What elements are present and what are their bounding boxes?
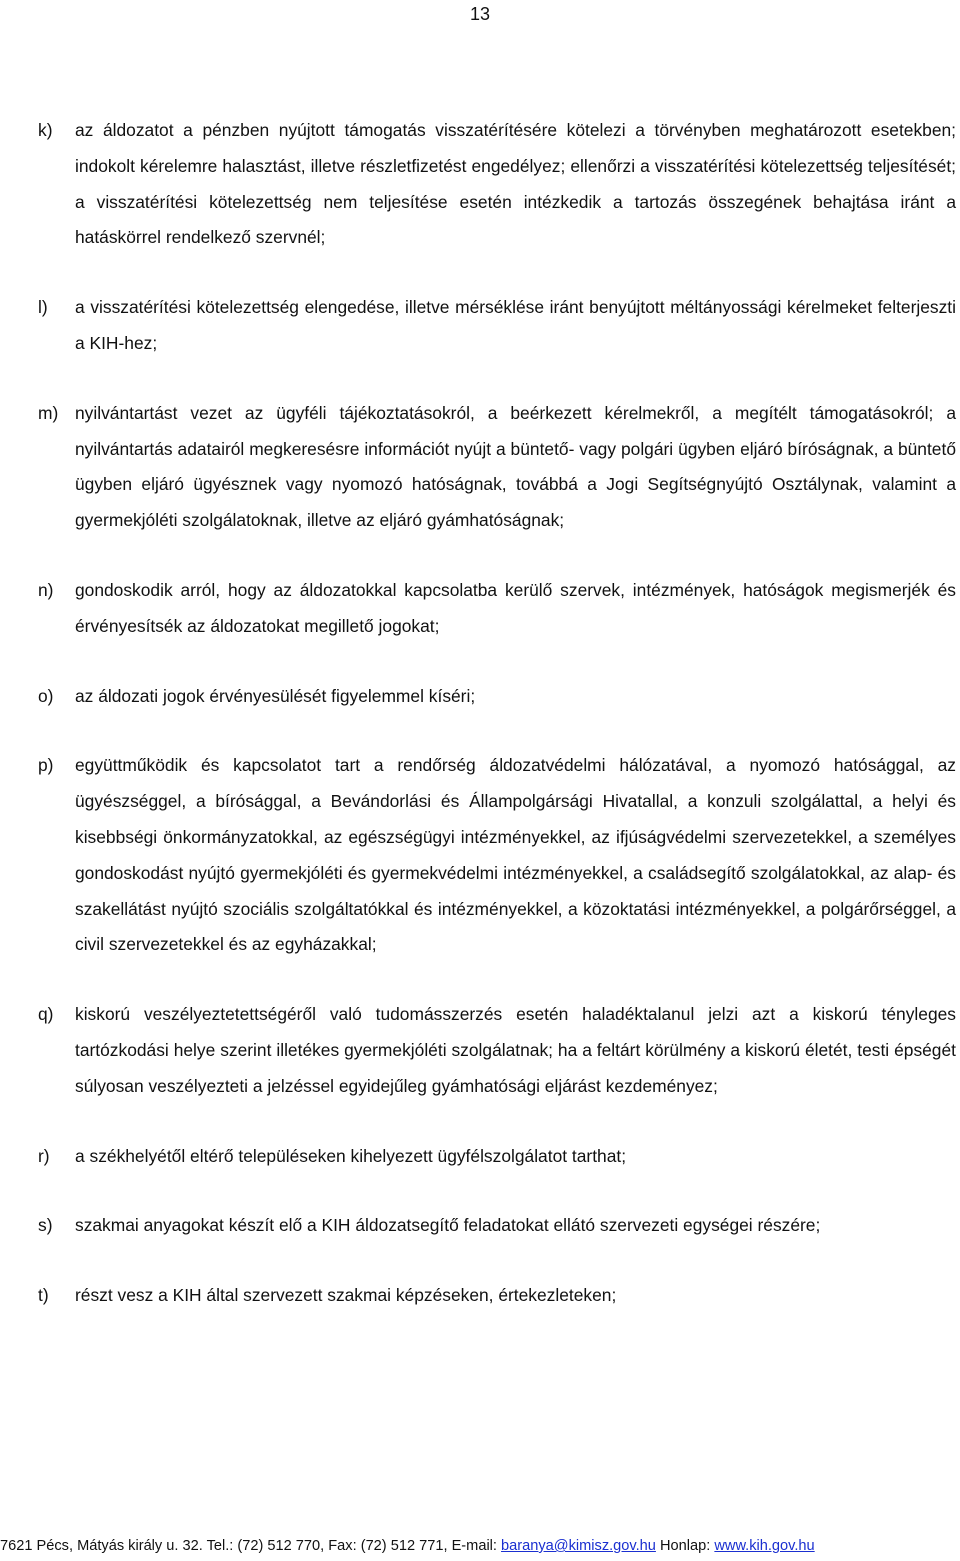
item-label: o)	[38, 685, 54, 706]
list-item-n	[38, 573, 956, 645]
item-label: t)	[38, 1285, 49, 1306]
item-label: k)	[38, 120, 53, 140]
item-text: szakmai anyagokat készít elő a KIH áldozatsegítő feladatokat ellátó szervezeti egységei részére;	[75, 1215, 821, 1236]
footer-homepage-label: Honlap:	[659, 1538, 711, 1554]
list-item-s	[38, 1208, 956, 1244]
page-number: 13	[469, 4, 491, 24]
item-text: az áldozati jogok érvényesülését figyelemmel kíséri;	[75, 685, 476, 706]
item-label: l)	[38, 297, 48, 318]
item-text: részt vesz a KIH által szervezett szakmai képzéseken, értekezleteken;	[75, 1285, 617, 1306]
item-text: gondoskodik arról, hogy az áldozatokkal kapcsolatba kerülő szervek, intézmények, hatóságok megismerjék és érvényesítsék az áldozatokat megillető jogokat;	[75, 579, 956, 636]
item-text: együttműködik és kapcsolatot tart a rendőrség áldozatvédelmi hálózatával, a nyomozó hatósággal, az ügyészséggel, a bírósággal, a Bevándorlási és Állampolgársági Hivatallal, a konzuli szolgálattal, a helyi és kisebbségi önkormányzatokkal, az egészségügyi intézményekkel, az ifjúságvédelmi szervezetekkel, a személyes gondoskodást nyújtó gyermekjóléti és gyermekvédelmi intézményekkel, a családsegítő szolgálatokkal, az alap- és szakellátást nyújtó szociális szolgáltatókkal és intézményekkel, a közoktatási intézményekkel, a polgárőrséggel, a civil szervezetekkel és az egyházakkal;	[75, 755, 956, 955]
item-text: a visszatérítési kötelezettség elengedése, illetve mérséklése iránt benyújtott méltányossági kérelmeket felterjeszti a KIH-hez;	[75, 297, 956, 353]
footer-address: 7621 Pécs, Mátyás király u. 32. Tel.: (72) 512 770, Fax: (72) 512 771, E-mail:	[0, 1538, 497, 1554]
list-item-l	[38, 290, 956, 362]
list-item-p	[38, 748, 956, 963]
item-text: az áldozatot a pénzben nyújtott támogatás visszatérítésére kötelezi a törvényben meghatározott esetekben; indokolt kérelemre halasztást, illetve részletfizetést engedélyez; ellenőrzi a visszatérítési kötelezettség teljesítését; a visszatérítési kötelezettség nem teljesítése esetén intézkedik a tartozás összegének behajtása iránt a hatáskörrel rendelkező szervnél;	[75, 120, 956, 248]
item-label: n)	[38, 579, 54, 600]
item-text: nyilvántartást vezet az ügyféli tájékoztatásokról, a beérkezett kérelmekről, a megítélt támogatásokról; a nyilvántartás adatairól megkeresésre információt nyújt a büntető- vagy polgári ügyben eljáró bíróságnak, a büntető ügyben eljáró ügyésznek vagy nyomozó hatóságnak, továbbá a Jogi Segítségnyújtó Osztálynak, valamint a gyermekjóléti szolgálatoknak, illetve az eljáró gyámhatóságnak;	[75, 402, 956, 531]
item-label: p)	[38, 755, 54, 776]
item-label: r)	[38, 1145, 50, 1166]
list-item-o	[38, 679, 956, 715]
list-item-r	[38, 1139, 956, 1175]
list-item-q	[38, 997, 956, 1104]
list-item-m	[38, 396, 956, 539]
list-item-k	[38, 113, 956, 256]
page-footer	[0, 1538, 960, 1554]
list-item-t	[38, 1278, 956, 1314]
item-label: q)	[38, 1004, 54, 1025]
item-text: kiskorú veszélyeztetettségéről való tudomásszerzés esetén haladéktalanul jelzi azt a kiskorú tényleges tartózkodási helye szerint illetékes gyermekjóléti szolgálatnak; ha a feltárt körülmény a kiskorú életét, testi épségét súlyosan veszélyezteti a jelzéssel egyidejűleg gyámhatósági eljárást kezdeményez;	[75, 1004, 956, 1096]
footer-homepage-link[interactable]: www.kih.gov.hu	[714, 1538, 815, 1554]
footer-email-link[interactable]: baranya@kimisz.gov.hu	[501, 1538, 656, 1554]
item-label: s)	[38, 1215, 53, 1236]
item-text: a székhelyétől eltérő településeken kihelyezett ügyfélszolgálatot tarthat;	[75, 1145, 627, 1166]
item-list	[38, 113, 956, 1348]
item-label: m)	[38, 402, 59, 423]
